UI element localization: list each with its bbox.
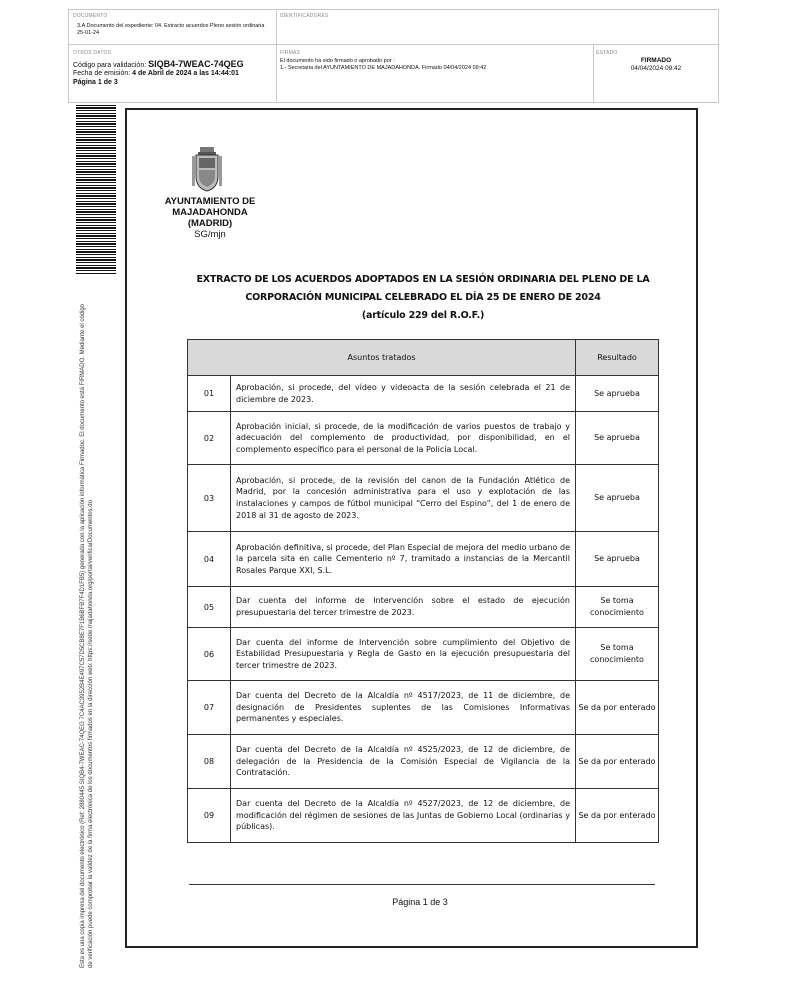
identificadores-caption: IDENTIFICADORES (280, 13, 329, 19)
org-line1: AYUNTAMIENTO DE (164, 196, 256, 207)
table-row (188, 587, 659, 628)
title-line3: (artículo 229 del R.O.F.) (361, 310, 485, 321)
org-line3: (MADRID) (187, 217, 233, 229)
table-row (188, 532, 659, 587)
org-ref: SG/mjn (194, 228, 226, 240)
row-description: Dar cuenta del informe de Intervención sobre el estado de ejecución presupuestaria del tercer trimestre de 2023. (231, 587, 576, 628)
row-result: Se toma conocimiento (576, 628, 659, 681)
codigo-label: Código para validación: (73, 62, 147, 69)
codigo-validacion: SIQB4-7WEAC-74QEG (148, 59, 244, 69)
barcode (76, 105, 116, 275)
firmante: 1.- Secretaria del AYUNTAMIENTO DE MAJADAHONDA. Firmado 04/04/2024 09:42 (280, 64, 487, 71)
estado-cell (596, 50, 716, 73)
footer-page-number: Página 1 de 3 (392, 897, 448, 907)
org-line2: MAJADAHONDA (172, 206, 248, 218)
divider (593, 44, 594, 102)
document-header-box (68, 9, 719, 103)
organization-block (150, 197, 270, 241)
row-description: Aprobación, si procede, del vídeo y videoacta de la sesión celebrada el 21 de diciembre de 2023. (231, 376, 576, 412)
table-row (188, 628, 659, 681)
firmas-cell (280, 50, 590, 71)
row-result: Se aprueba (576, 412, 659, 465)
row-number: 02 (188, 412, 231, 465)
row-result: Se aprueba (576, 532, 659, 587)
row-result: Se aprueba (576, 465, 659, 532)
title-line1: EXTRACTO DE LOS ACUERDOS ADOPTADOS EN LA SESIÓN ORDINARIA DEL PLENO DE LA (196, 274, 650, 285)
table-row (188, 735, 659, 789)
fecha-emision: 4 de Abril de 2024 a las 14:44:01 (132, 70, 239, 78)
row-result: Se da por enterado (576, 789, 659, 843)
row-number: 05 (188, 587, 231, 628)
row-result: Se toma conocimiento (576, 587, 659, 628)
row-number: 08 (188, 735, 231, 789)
table-row (188, 465, 659, 532)
row-number: 01 (188, 376, 231, 412)
row-number: 04 (188, 532, 231, 587)
documento-caption: DOCUMENTO (73, 13, 108, 19)
row-result: Se da por enterado (576, 681, 659, 735)
title-line2: CORPORACIÓN MUNICIPAL CELEBRADO EL DÍA 25 DE ENERO DE 2024 (245, 292, 601, 303)
table-header-row (188, 340, 659, 376)
row-description: Aprobación definitiva, si procede, del Plan Especial de mejora del medio urbano de la parcela sita en calle Cementerio nº 7, tramitado a instancias de la Mercantil Rosales Parque XXI, S.L. (231, 532, 576, 587)
row-description: Dar cuenta del Decreto de la Alcaldía nº 4527/2023, de 12 de diciembre, de modificación del régimen de sesiones de las Juntas de Gobierno Local (ordinarias y públicas). (231, 789, 576, 843)
row-description: Aprobación inicial, si procede, de la modificación de varios puestos de trabajo y adecuación del complemento de productividad, por disponibilidad, en el complemento específico para el personal de la Policía Local. (231, 412, 576, 465)
table-row (188, 376, 659, 412)
document-title (188, 271, 658, 325)
divider (69, 44, 718, 45)
documento-value: 3.A Documento del expediente: 04. Extracto acuerdos Pleno sesión ordinaria 25-01-24 (77, 23, 265, 36)
header-asuntos: Asuntos tratados (188, 340, 576, 376)
estado-value: FIRMADO (640, 57, 672, 64)
table-row (188, 412, 659, 465)
table-row (188, 789, 659, 843)
firmas-text: El documento ha sido firmado o aprobado por : (280, 58, 395, 64)
row-description: Dar cuenta del Decreto de la Alcaldía nº 4517/2023, de 11 de diciembre, de designación de Presidentes suplentes de las Comisiones Informativas permanentes y especiales. (231, 681, 576, 735)
fecha-label: Fecha de emisión: (73, 70, 131, 78)
row-number: 06 (188, 628, 231, 681)
row-description: Dar cuenta del informe de Intervención sobre cumplimiento del Objetivo de Estabilidad Presupuestaria y Regla de Gasto en la ejecución presupuestaria del tercer trimestre de 2023. (231, 628, 576, 681)
estado-caption: ESTADO (596, 50, 618, 56)
divider (276, 10, 277, 102)
row-description: Aprobación, si procede, de la revisión del canon de la Fundación Atlético de Madrid, por la concesión administrativa para el uso y explotación de las instalaciones y campos de fútbol municipal “Cerro del Espino”, del 1 de enero de 2018 al 31 de agosto de 2023. (231, 465, 576, 532)
agreements-table (187, 339, 659, 843)
header-page-number: Página 1 de 3 (73, 78, 118, 86)
row-number: 07 (188, 681, 231, 735)
otros-datos-caption: OTROS DATOS (73, 50, 112, 56)
firmas-caption: FIRMAS (280, 50, 301, 56)
row-number: 03 (188, 465, 231, 532)
otros-datos-cell (73, 50, 273, 87)
table-row (188, 681, 659, 735)
documento-cell (73, 13, 273, 36)
coat-of-arms-icon (190, 146, 224, 192)
row-result: Se da por enterado (576, 735, 659, 789)
verification-side-note: Esta es una copia impresa del documento electrónico (Ref: 2880445 SIQB4-7WEAC-74QEG 7C4AC3952B4E497C57D5CB8E7F1B6BFB7F4D1FB5) generada con la aplicación informática Firmadoc. El documento está FIRMADO. Mediante el código de verificación puede comprobar la validez de la firma electrónica de los documentos firmados en la dirección web: https://sede.majadahonda.org/portal/verificarDocumentos.do (80, 303, 94, 968)
header-resultado: Resultado (576, 340, 659, 376)
identificadores-cell (280, 13, 580, 19)
row-description: Dar cuenta del Decreto de la Alcaldía nº 4525/2023, de 12 de diciembre, de delegación de la Presidencia de la Comisión Especial de Vigilancia de la Contratación. (231, 735, 576, 789)
row-result: Se aprueba (576, 376, 659, 412)
row-number: 09 (188, 789, 231, 843)
footer-rule (189, 884, 655, 885)
estado-fecha: 04/04/2024 09:42 (630, 64, 682, 72)
